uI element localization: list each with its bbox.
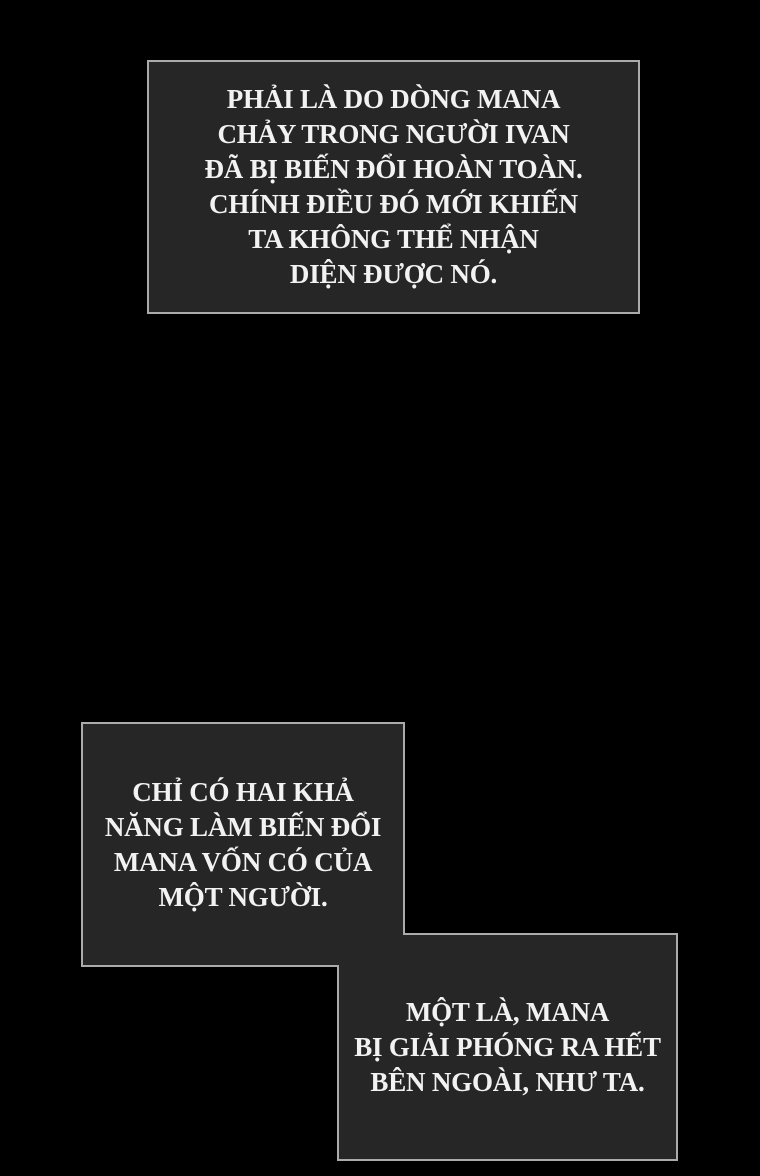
dialogue-line: BÊN NGOÀI, NHƯ TA. <box>370 1066 645 1097</box>
dialogue-line: BỊ GIẢI PHÓNG RA HẾT <box>354 1031 661 1062</box>
speech-box-2 <box>81 722 405 967</box>
dialogue-line: MỘT NGƯỜI. <box>158 881 328 912</box>
dialogue-line: MỘT LÀ, MANA <box>405 996 610 1027</box>
dialogue-line: PHẢI LÀ DO DÒNG MANA <box>226 84 561 114</box>
dialogue-line: ĐÃ BỊ BIẾN ĐỔI HOÀN TOÀN. <box>204 154 583 184</box>
dialogue-line: DIỆN ĐƯỢC NÓ. <box>289 259 498 289</box>
dialogue-line: TA KHÔNG THỂ NHẬN <box>248 224 539 254</box>
speech-box-3 <box>337 933 678 1161</box>
dialogue-line: CHỈ CÓ HAI KHẢ <box>132 776 354 807</box>
speech-box-1 <box>147 61 640 313</box>
dialogue-line: CHÍNH ĐIỀU ĐÓ MỚI KHIẾN <box>209 189 578 219</box>
dialogue-line: CHẢY TRONG NGƯỜI IVAN <box>217 119 570 149</box>
dialogue-line: NĂNG LÀM BIẾN ĐỔI <box>104 811 382 842</box>
dialogue-line: MANA VỐN CÓ CỦA <box>113 846 373 877</box>
